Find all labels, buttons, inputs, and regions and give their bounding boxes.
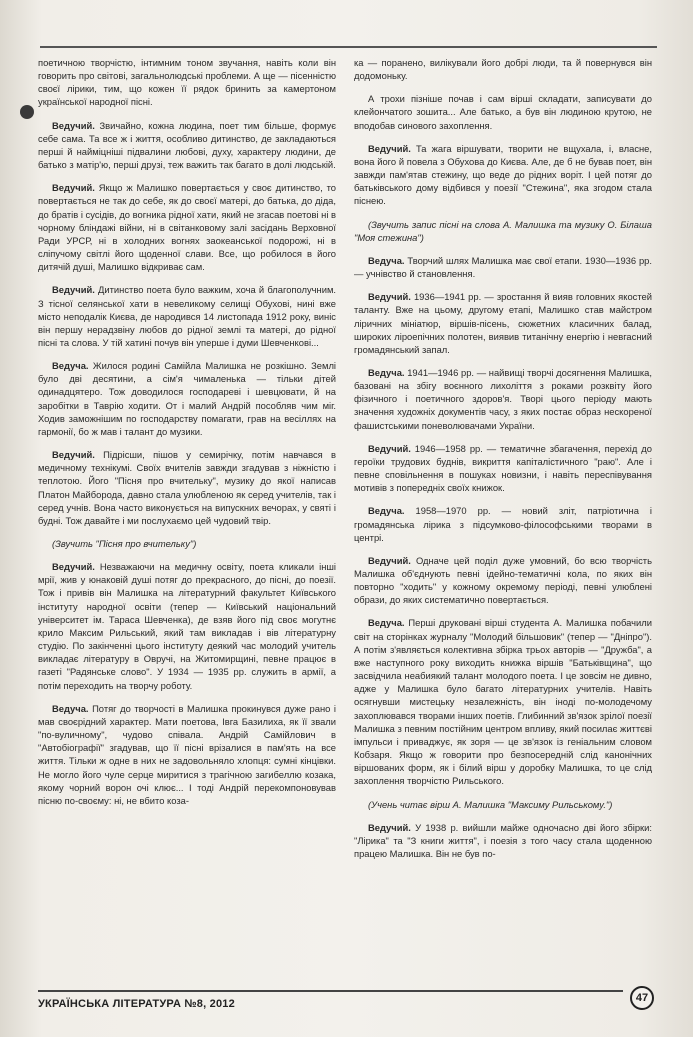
paragraph (354, 290, 652, 356)
paragraph (38, 359, 336, 438)
paragraph-text: поетичною творчістю, інтимним тоном звучання, навіть коли він говорить про світові, загальнолюдські проблеми. А ще — пісенністю своєї лірики, тим, що кожен її рядок бринить за камертоном української народної пісні. (38, 57, 336, 108)
speaker-label: Ведучий. (52, 119, 95, 131)
paragraph-text: 1946—1958 рр. — тематичне збагачення, перехід до героїки трудових буднів, викриття капіталістичного "раю". Але і певне сповільнення в пошуках новизни, і навіть переспівування мотивів з попередніх своїх книжок. (354, 442, 652, 494)
paragraph (38, 119, 336, 172)
paragraph (38, 560, 336, 692)
speaker-label: Ведучий. (368, 442, 411, 454)
paragraph-text: 1941—1946 рр. — найвищі творчі досягнення Малишка, базовані на збігу воєнного лихоліття з роками розквіту його фізичного і поетичного здоров'я. Творі цього періоду мають значення художніх документів часу, з яких постає образ нескореної фашистськими поневолювачами України. (354, 366, 652, 431)
paragraph-text: Та жага віршувати, творити не вщухала, і, власне, вона його й повела з Обухова до Києва. Але, де б не бував поет, він завжди пам'ятав стежину, що веде до рідних воріт. І цей потяг до батьківського дому відбився у поезії "Стежина", яка згодом стала піснею. (354, 142, 652, 207)
paragraph (354, 442, 652, 495)
speaker-label: Ведуча. (52, 360, 89, 372)
speaker-label: Ведучий. (368, 291, 411, 303)
paragraph-text: Підрісши, пішов у семирічку, потім навчався в медичному технікумі. Своїх вчителів завжди згадував з ніжністю і теплотою. Його "Пісня про вчительку", музику до якої написав Платон Майборода, давно стала улюбленою як серед учителів, так і серед учнів. Вона часто виконується на випускних вечорах, у святі і будні. Тож давайте і ми послухаємо цей чудовий твір. (38, 449, 336, 526)
header-rule (40, 46, 657, 48)
paragraph (38, 181, 336, 273)
stage-direction: (Звучить "Пісня про вчительку") (52, 538, 197, 549)
paragraph (354, 142, 652, 208)
paragraph-text: А трохи пізніше почав і сам вірші складати, записувати до клейончатого зошита... Але батько, а був він людиною крутою, не вподобав синового захоплення. (354, 93, 652, 131)
journal-title: УКРАЇНСЬКА ЛІТЕРАТУРА №8, 2012 (38, 998, 235, 1010)
paragraph (354, 616, 652, 787)
paragraph-text: Дитинство поета було важким, хоча й благополучним. З тісної селянської хати в невеликому селищі Обухові, нині вже місто неподалік Києва, де народився 14 листопада 1912 року, виніс він першу нерадзвіну любов до рідної землі та матері, до рідної пісні та слова. У тій хатині почув він уперше і думи Шевченкові... (38, 284, 336, 348)
page-footer (38, 990, 658, 1020)
paragraph-text: У 1938 р. вийшли майже одночасно дві його збірки: "Лірика" та "З книги життя", і поезія з того часу стала щоденною працею Малишка. Він не був по- (354, 821, 652, 859)
paragraph-text: Жилося родині Самійла Малишка не розкішно. Землі було дві десятини, а сім'я чималенька — тільки дітей одинадцятеро. Тож доводилося господареві і шевцювати, й на заробітки в Таврію ходити. От і малий Андрій пособляв чим міг. Ходив заможнішим по господарству помагати, грав на весіллях на гармонії, бо ж мав і талант до музики. (38, 360, 336, 437)
speaker-label: Ведучий. (368, 821, 411, 833)
paragraph (38, 448, 336, 527)
paragraph (354, 821, 652, 860)
speaker-label: Ведуча. (368, 366, 405, 378)
speaker-label: Ведуча. (368, 254, 405, 266)
paragraph (354, 56, 652, 82)
page-number: 47 (630, 986, 654, 1010)
paragraph-text: 1936—1941 рр. — зростання й вияв головних якостей таланту. Вже на цьому, другому етапі, Малишко став майстром ліричних мініатюр, віршів-пісень, сюжетних класичних балад, широких ліроепічних полотен, виявив титанічну енергію і невгасний громадянський запал. (354, 291, 652, 355)
paragraph (354, 92, 652, 131)
speaker-label: Ведуча. (368, 617, 405, 629)
stage-direction: (Звучить запис пісні на слова А. Малишка та музику О. Білаша "Моя стежина") (354, 218, 652, 243)
paragraph-text: 1958—1970 рр. — новий зліт, патріотична і громадянська лірика з підсумково-філософськими творами в центрі. (354, 505, 652, 543)
speaker-label: Ведуча. (368, 505, 405, 517)
paragraph-text: Звичайно, кожна людина, поет тим більше, формує себе сама. Та все ж і життя, особливо дитинство, де закладаються перші й найміцніші підвалини любові, духу, характеру людини, де батько з матір'ю, перші друзі, теж важить так багато в долі людській. (38, 119, 336, 171)
paragraph-text: Творчий шлях Малишка має свої етапи. 1930—1936 рр. — учнівство й становлення. (354, 254, 652, 280)
paragraph-text: Незважаючи на медичну освіту, поета кликали інші мрії, жив у юнаковій душі потяг до прекрасного, до пісні, до поезії. Тож і привів він Малишка на літературний факультет Київського інституту народної освіти (тепер — Київський національний університет ім. Тараса Шевченка), де взяв його під своє могутнє крило Максим Рильський, який там викладав і вів літературну студію. По закінченні цього інституту деякий час молодий учитель викладає літературу в Овручі, на Житомирщині, певне працює в газеті "Радянське слово". У 1934 — 1935 рр. служить в армії, а потім переходить на творчу роботу. (38, 561, 336, 691)
paragraph (354, 554, 652, 607)
speaker-label: Ведучий. (52, 284, 95, 296)
stage-direction: (Учень читає вірш А. Малишка "Максиму Рильському.") (368, 798, 613, 810)
speaker-label: Ведучий. (52, 449, 95, 461)
paragraph (354, 254, 652, 280)
speaker-label: Ведуча. (52, 702, 89, 714)
paragraph (38, 283, 336, 349)
footer-rule (38, 990, 623, 992)
binder-hole (20, 105, 34, 119)
paragraph (354, 366, 652, 432)
paragraph (38, 56, 336, 109)
paragraph-text: ка — поранено, вилікували його добрі люди, та й повернувся він додомоньку. (354, 57, 652, 82)
right-column (354, 56, 652, 870)
left-column (38, 56, 336, 817)
speaker-label: Ведучий. (368, 142, 411, 154)
paragraph-text: Одначе цей поділ дуже умовний, бо всю творчість Малишка об'єднують певні ідейно-тематичні кола, по яких він повторно "ходить" у кожному окремому періоді, певні улюблені образи, до яких систематично повертається. (354, 554, 652, 606)
paragraph-text: Якщо ж Малишко повертається у своє дитинство, то повертається не так до себе, як до своєї матері, до батька, до діда, до братів і сусідів, до вогника рідної хати, який не згасав поетові ні в чорному бліндажі війни, ні в світанковому залі засідань Верховної Ради УРСР, ні в холодних вогнях заокеанської подорожі, ні в сліпучому світлі його щоденної слави. Все, що робилося в його дитячій душі, Малишко відкриває сам. (38, 182, 336, 273)
paragraph (38, 702, 336, 807)
speaker-label: Ведучий. (52, 561, 95, 573)
speaker-label: Ведучий. (368, 554, 411, 566)
paragraph (354, 504, 652, 543)
paragraph-text: Потяг до творчості в Малишка прокинувся дуже рано і мав своєрідний характер. Мати поетова, Івга Базилиха, як її звали "по-вуличному", чудово співала. Андрій Самійлович в "Автобіографії" згадував, що її пісні врізалися в пам'ять на все життя. Тільки ж одне в них не задовольняло хлопця: сумні кінцівки. Не могло його чуле серце миритися з трагічною загибеллю козака, якому чорний ворон очі клює... І тоді Андрій перекомпоновував пісню по-своєму: ні, не вбито коза- (38, 702, 336, 806)
paragraph-text: Перші друковані вірші студента А. Малишка побачили світ на сторінках журналу "Молодий більшовик" (тепер — "Дніпро"). А потім з'являється колективна збірка трьох авторів — "Дружба", а вже наступного року виходить книжка віршів "Батьківщина", що засвідчила неабиякий талант молодого поета. І це зовсім не дивно, адже у Малишка було багато літературних учителів. Навіть осягнувши мистецьку незалежність, він іноді по-молодечому захоплювався творами інших поетів. Глибинний зв'язок зрілої поезії Малишка з певним постійним центром впливу, який посилає життєві імпульси і приваджує, як зоря — це зв'язок із геніальним словом Кобзаря. Якщо ж говорити про безпосередній слід канонічних віршованих форм, як і білий вірш у доробку Малишка, то це слід захоплення творчістю Рильського. (354, 617, 652, 787)
speaker-label: Ведучий. (52, 182, 95, 194)
